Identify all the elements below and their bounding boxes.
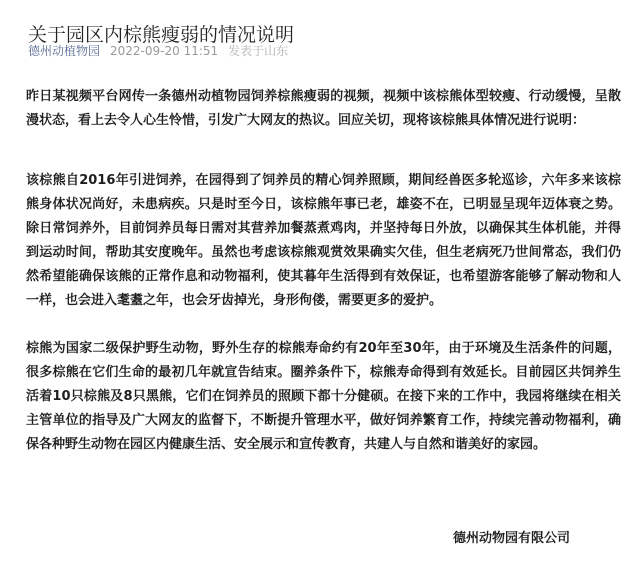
paragraph-bear-condition: 该棕熊自2016年引进饲养，在园得到了饲养员的精心饲养照顾，期间经兽医多轮巡诊，六年多来该棕熊身体状况尚好，未患病疾。只是时至今日，该棕熊年事已老，雄姿不在，已明显呈现年迈体衰之势。除日常饲养外，目前饲养员每日需对其营养加餐蒸煮鸡肉，并坚持每日外放，以确保其生体机能，并得到运动时间，帮助其安度晚年。虽然也考虑该棕熊观赏效果确实欠佳，但生老病死乃世间常态，我们仍然希望能确保该熊的正常作息和动物福利，使其暮年生活得到有效保证，也希望游客能够了解动物和人一样，也会进入耄耋之年，也会牙齿掉光，身形佝偻，需要更多的爱护。 [26, 173, 621, 308]
paragraph-species-info: 棕熊为国家二级保护野生动物，野外生存的棕熊寿命约有20年至30年，由于环境及生活条件的问题，很多棕熊在它们生命的最初几年就宣告结束。圈养条件下，棕熊寿命得到有效延长。目前园区共饲养生活着10只棕熊及8只黑熊，它们在饲养员的照顾下都十分健硕。在接下来的工作中，我园将继续在相关主管单位的指导及广大网友的监督下，不断提升管理水平，做好饲养繁育工作，持续完善动物福利，确保各种野生动物在园区内健康生活、安全展示和宣传教育，共建人与自然和谐美好的家园。 [26, 341, 621, 452]
publish-location: 发表于山东 [228, 44, 289, 58]
account-name-link[interactable]: 德州动植物园 [28, 44, 101, 58]
article-meta [28, 42, 288, 60]
article-title: 关于园区内棕熊瘦弱的情况说明 [28, 23, 295, 46]
signature: 德州动物园有限公司 [452, 531, 570, 546]
publish-time: 2022-09-20 11:51 [110, 44, 219, 58]
paragraph-intro: 昨日某视频平台网传一条德州动植物园饲养棕熊瘦弱的视频，视频中该棕熊体型较瘦、行动缓慢，呈散漫状态，看上去令人心生怜惜，引发广大网友的热议。回应关切，现将该棕熊具体情况进行说明： [26, 89, 621, 128]
